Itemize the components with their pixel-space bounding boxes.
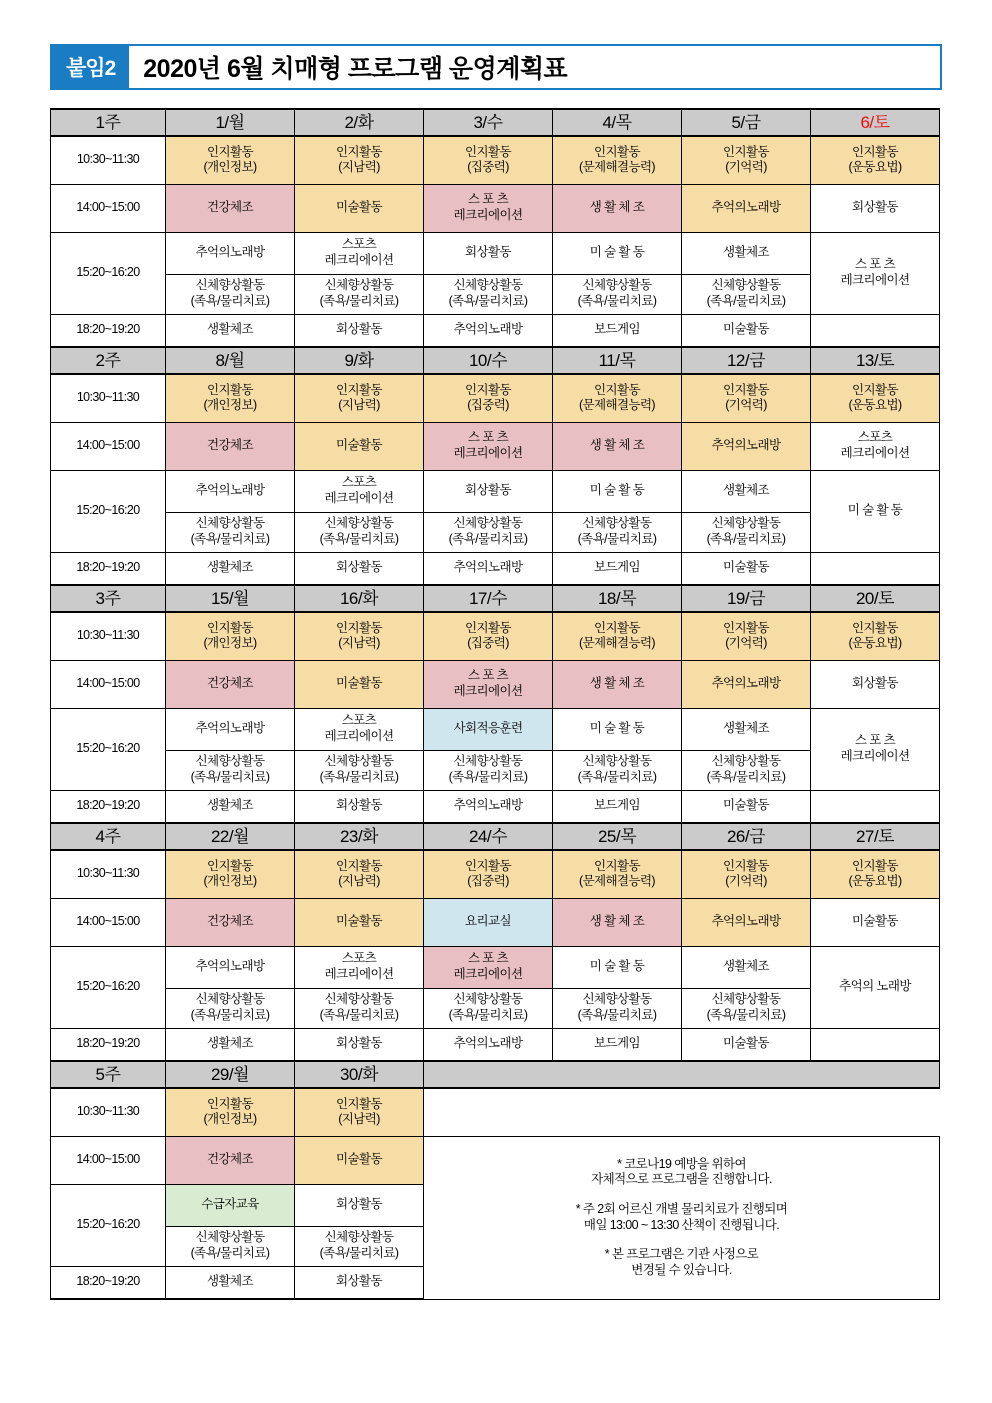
schedule-cell: 미술활동 bbox=[295, 898, 424, 946]
time-slot-label: 18:20~19:20 bbox=[51, 790, 166, 823]
schedule-cell: 스 포 츠 레크리에이션 bbox=[424, 946, 553, 988]
time-slot-label: 14:00~15:00 bbox=[51, 898, 166, 946]
schedule-cell: 인지활동 (기억력) bbox=[682, 136, 811, 184]
schedule-cell: 회상활동 bbox=[295, 1184, 424, 1226]
day-header: 12/금 bbox=[682, 347, 811, 374]
schedule-cell: 인지활동 (지남력) bbox=[295, 1088, 424, 1136]
schedule-row bbox=[51, 1088, 940, 1136]
schedule-cell: 생활체조 bbox=[166, 1266, 295, 1299]
schedule-cell: 보드게임 bbox=[553, 314, 682, 347]
schedule-cell: 신체향상활동 (족욕/물리치료) bbox=[166, 1226, 295, 1266]
schedule-cell: 추억의노래방 bbox=[424, 314, 553, 347]
schedule-cell: 미 술 활 동 bbox=[553, 946, 682, 988]
schedule-cell: 신체향상활동 (족욕/물리치료) bbox=[295, 512, 424, 552]
schedule-cell: 미술활동 bbox=[295, 184, 424, 232]
schedule-cell: 미술활동 bbox=[682, 314, 811, 347]
schedule-cell: 미술활동 bbox=[295, 422, 424, 470]
schedule-cell: 건강체조 bbox=[166, 898, 295, 946]
schedule-row bbox=[51, 946, 940, 988]
schedule-cell: 스포츠 레크리에이션 bbox=[811, 422, 940, 470]
day-header: 16/화 bbox=[295, 585, 424, 612]
schedule-cell: 신체향상활동 (족욕/물리치료) bbox=[295, 750, 424, 790]
day-header: 24/수 bbox=[424, 823, 553, 850]
schedule-cell: 신체향상활동 (족욕/물리치료) bbox=[424, 512, 553, 552]
day-header: 2/화 bbox=[295, 109, 424, 136]
schedule-cell: 회상활동 bbox=[295, 1266, 424, 1299]
schedule-cell: 추억의노래방 bbox=[166, 470, 295, 512]
day-header: 18/목 bbox=[553, 585, 682, 612]
schedule-cell: 회상활동 bbox=[811, 660, 940, 708]
schedule-cell: 인지활동 (개인정보) bbox=[166, 850, 295, 898]
schedule-cell: 인지활동 (집중력) bbox=[424, 850, 553, 898]
schedule-cell: 인지활동 (운동요법) bbox=[811, 850, 940, 898]
schedule-cell: 회상활동 bbox=[424, 470, 553, 512]
schedule-cell: 신체향상활동 (족욕/물리치료) bbox=[166, 988, 295, 1028]
time-slot-label: 10:30~11:30 bbox=[51, 1088, 166, 1136]
schedule-cell: 사회적응훈련 bbox=[424, 708, 553, 750]
schedule-cell: 신체향상활동 (족욕/물리치료) bbox=[166, 512, 295, 552]
schedule-cell: 보드게임 bbox=[553, 790, 682, 823]
schedule-cell: 인지활동 (기억력) bbox=[682, 612, 811, 660]
schedule-cell: 신체향상활동 (족욕/물리치료) bbox=[424, 988, 553, 1028]
schedule-row bbox=[51, 470, 940, 512]
schedule-cell: 신체향상활동 (족욕/물리치료) bbox=[682, 750, 811, 790]
schedule-cell: 건강체조 bbox=[166, 184, 295, 232]
schedule-row bbox=[51, 422, 940, 470]
schedule-row bbox=[51, 512, 940, 552]
schedule-cell: 인지활동 (지남력) bbox=[295, 136, 424, 184]
week-label: 1주 bbox=[51, 109, 166, 136]
schedule-cell: 신체향상활동 (족욕/물리치료) bbox=[166, 274, 295, 314]
schedule-cell: 신체향상활동 (족욕/물리치료) bbox=[166, 750, 295, 790]
schedule-row bbox=[51, 184, 940, 232]
schedule-cell: 미술활동 bbox=[295, 660, 424, 708]
day-header: 8/월 bbox=[166, 347, 295, 374]
schedule-cell: 미 술 활 동 bbox=[553, 470, 682, 512]
schedule-cell: 생 활 체 조 bbox=[553, 184, 682, 232]
schedule-cell: 추억의노래방 bbox=[166, 708, 295, 750]
schedule-row bbox=[51, 1136, 940, 1184]
program-schedule-table bbox=[50, 108, 940, 1300]
time-slot-label: 14:00~15:00 bbox=[51, 184, 166, 232]
time-slot-label: 15:20~16:20 bbox=[51, 946, 166, 1028]
schedule-cell: 추억의노래방 bbox=[682, 660, 811, 708]
day-header: 1/월 bbox=[166, 109, 295, 136]
attachment-badge: 붙임2 bbox=[52, 46, 129, 88]
day-header: 19/금 bbox=[682, 585, 811, 612]
schedule-cell: 요리교실 bbox=[424, 898, 553, 946]
schedule-cell: 미술활동 bbox=[811, 898, 940, 946]
schedule-cell: 생활체조 bbox=[166, 790, 295, 823]
time-slot-label: 15:20~16:20 bbox=[51, 708, 166, 790]
schedule-row bbox=[51, 1028, 940, 1061]
title-bar bbox=[50, 44, 942, 90]
schedule-cell: 생 활 체 조 bbox=[553, 660, 682, 708]
schedule-cell: 신체향상활동 (족욕/물리치료) bbox=[553, 988, 682, 1028]
time-slot-label: 15:20~16:20 bbox=[51, 470, 166, 552]
schedule-cell: 생 활 체 조 bbox=[553, 898, 682, 946]
schedule-cell: 미 술 활 동 bbox=[553, 708, 682, 750]
schedule-cell: 추억의노래방 bbox=[166, 946, 295, 988]
schedule-cell: 신체향상활동 (족욕/물리치료) bbox=[424, 274, 553, 314]
note-line: * 주 2회 어르신 개별 물리치료가 진행되며 매일 13:00 ~ 13:30 산책이 진행됩니다. bbox=[575, 1201, 788, 1232]
schedule-row bbox=[51, 660, 940, 708]
schedule-cell: 신체향상활동 (족욕/물리치료) bbox=[553, 750, 682, 790]
schedule-cell: 신체향상활동 (족욕/물리치료) bbox=[295, 1226, 424, 1266]
schedule-cell: 생 활 체 조 bbox=[553, 422, 682, 470]
schedule-row bbox=[51, 850, 940, 898]
day-header: 30/화 bbox=[295, 1061, 424, 1088]
schedule-cell: 미술활동 bbox=[682, 552, 811, 585]
schedule-cell: 미술활동 bbox=[682, 1028, 811, 1061]
schedule-cell: 회상활동 bbox=[295, 790, 424, 823]
schedule-row bbox=[51, 374, 940, 422]
week-label: 5주 bbox=[51, 1061, 166, 1088]
schedule-cell-saturday-merged: 미 술 활 동 bbox=[811, 470, 940, 552]
day-header: 22/월 bbox=[166, 823, 295, 850]
schedule-cell bbox=[811, 552, 940, 585]
week-header-row bbox=[51, 585, 940, 612]
schedule-row bbox=[51, 232, 940, 274]
schedule-cell: 스포츠 레크리에이션 bbox=[295, 946, 424, 988]
schedule-cell: 회상활동 bbox=[295, 1028, 424, 1061]
time-slot-label: 18:20~19:20 bbox=[51, 552, 166, 585]
time-slot-label: 15:20~16:20 bbox=[51, 1184, 166, 1266]
schedule-cell: 생활체조 bbox=[682, 708, 811, 750]
schedule-cell bbox=[811, 790, 940, 823]
day-header: 9/화 bbox=[295, 347, 424, 374]
day-header: 15/월 bbox=[166, 585, 295, 612]
schedule-cell: 신체향상활동 (족욕/물리치료) bbox=[682, 274, 811, 314]
schedule-cell: 인지활동 (개인정보) bbox=[166, 612, 295, 660]
schedule-cell bbox=[811, 314, 940, 347]
schedule-cell: 회상활동 bbox=[295, 314, 424, 347]
week-header-row bbox=[51, 1061, 940, 1088]
schedule-cell: 미술활동 bbox=[295, 1136, 424, 1184]
schedule-cell: 생활체조 bbox=[166, 1028, 295, 1061]
day-header: 6/토 bbox=[811, 109, 940, 136]
schedule-cell: 인지활동 (운동요법) bbox=[811, 612, 940, 660]
schedule-row bbox=[51, 988, 940, 1028]
schedule-cell: 인지활동 (기억력) bbox=[682, 850, 811, 898]
schedule-cell: 건강체조 bbox=[166, 660, 295, 708]
schedule-cell: 신체향상활동 (족욕/물리치료) bbox=[553, 274, 682, 314]
schedule-cell: 보드게임 bbox=[553, 1028, 682, 1061]
schedule-cell: 인지활동 (지남력) bbox=[295, 850, 424, 898]
schedule-cell: 회상활동 bbox=[811, 184, 940, 232]
day-header: 13/토 bbox=[811, 347, 940, 374]
schedule-cell bbox=[811, 1028, 940, 1061]
schedule-cell: 생활체조 bbox=[682, 946, 811, 988]
schedule-cell: 회상활동 bbox=[424, 232, 553, 274]
time-slot-label: 14:00~15:00 bbox=[51, 1136, 166, 1184]
schedule-cell: 인지활동 (개인정보) bbox=[166, 136, 295, 184]
schedule-cell: 인지활동 (문제해결능력) bbox=[553, 374, 682, 422]
schedule-cell: 신체향상활동 (족욕/물리치료) bbox=[295, 988, 424, 1028]
time-slot-label: 10:30~11:30 bbox=[51, 374, 166, 422]
schedule-cell: 인지활동 (집중력) bbox=[424, 136, 553, 184]
note-line: * 본 프로그램은 기관 사정으로 변경될 수 있습니다. bbox=[604, 1247, 759, 1277]
schedule-cell: 추억의노래방 bbox=[166, 232, 295, 274]
schedule-cell: 신체향상활동 (족욕/물리치료) bbox=[295, 274, 424, 314]
schedule-cell: 미술활동 bbox=[682, 790, 811, 823]
day-header: 29/월 bbox=[166, 1061, 295, 1088]
schedule-row bbox=[51, 274, 940, 314]
schedule-cell: 인지활동 (집중력) bbox=[424, 374, 553, 422]
schedule-row bbox=[51, 314, 940, 347]
schedule-cell: 신체향상활동 (족욕/물리치료) bbox=[553, 512, 682, 552]
time-slot-label: 14:00~15:00 bbox=[51, 422, 166, 470]
schedule-cell: 인지활동 (문제해결능력) bbox=[553, 136, 682, 184]
week-label: 2주 bbox=[51, 347, 166, 374]
schedule-cell: 건강체조 bbox=[166, 1136, 295, 1184]
day-header: 11/목 bbox=[553, 347, 682, 374]
schedule-cell: 보드게임 bbox=[553, 552, 682, 585]
schedule-cell: 수급자교육 bbox=[166, 1184, 295, 1226]
schedule-cell: 인지활동 (기억력) bbox=[682, 374, 811, 422]
day-header: 3/수 bbox=[424, 109, 553, 136]
time-slot-label: 14:00~15:00 bbox=[51, 660, 166, 708]
week-label: 4주 bbox=[51, 823, 166, 850]
schedule-cell: 스 포 츠 레크리에이션 bbox=[424, 422, 553, 470]
schedule-cell: 생활체조 bbox=[166, 314, 295, 347]
schedule-row bbox=[51, 708, 940, 750]
schedule-cell: 회상활동 bbox=[295, 552, 424, 585]
schedule-cell: 추억의노래방 bbox=[424, 790, 553, 823]
page-title: 2020년 6월 치매형 프로그램 운영계획표 bbox=[129, 46, 940, 88]
schedule-cell: 신체향상활동 (족욕/물리치료) bbox=[682, 512, 811, 552]
schedule-row bbox=[51, 898, 940, 946]
schedule-cell: 추억의노래방 bbox=[682, 898, 811, 946]
schedule-row bbox=[51, 790, 940, 823]
schedule-row bbox=[51, 750, 940, 790]
time-slot-label: 15:20~16:20 bbox=[51, 232, 166, 314]
schedule-cell: 인지활동 (지남력) bbox=[295, 374, 424, 422]
schedule-cell: 인지활동 (문제해결능력) bbox=[553, 850, 682, 898]
schedule-cell: 건강체조 bbox=[166, 422, 295, 470]
week-header-row bbox=[51, 347, 940, 374]
schedule-cell-saturday-merged: 스 포 츠 레크리에이션 bbox=[811, 708, 940, 790]
schedule-cell: 생활체조 bbox=[682, 470, 811, 512]
time-slot-label: 10:30~11:30 bbox=[51, 612, 166, 660]
day-header: 4/목 bbox=[553, 109, 682, 136]
week-header-row bbox=[51, 823, 940, 850]
schedule-cell: 스 포 츠 레크리에이션 bbox=[424, 184, 553, 232]
notes-block bbox=[424, 1136, 940, 1299]
schedule-cell: 인지활동 (지남력) bbox=[295, 612, 424, 660]
schedule-cell: 신체향상활동 (족욕/물리치료) bbox=[424, 750, 553, 790]
day-header: 27/토 bbox=[811, 823, 940, 850]
week-header-filler bbox=[424, 1061, 940, 1088]
day-header: 10/수 bbox=[424, 347, 553, 374]
time-slot-label: 18:20~19:20 bbox=[51, 1028, 166, 1061]
schedule-row bbox=[51, 552, 940, 585]
schedule-cell-saturday-merged: 추억의 노래방 bbox=[811, 946, 940, 1028]
schedule-cell: 인지활동 (문제해결능력) bbox=[553, 612, 682, 660]
time-slot-label: 10:30~11:30 bbox=[51, 850, 166, 898]
schedule-cell: 인지활동 (개인정보) bbox=[166, 1088, 295, 1136]
schedule-row bbox=[51, 136, 940, 184]
week-label: 3주 bbox=[51, 585, 166, 612]
note-line: * 코로나19 예방을 위하여 자체적으로 프로그램을 진행합니다. bbox=[591, 1156, 772, 1187]
time-slot-label: 18:20~19:20 bbox=[51, 1266, 166, 1299]
schedule-cell: 추억의노래방 bbox=[424, 1028, 553, 1061]
schedule-cell: 생활체조 bbox=[166, 552, 295, 585]
time-slot-label: 18:20~19:20 bbox=[51, 314, 166, 347]
schedule-cell-saturday-merged: 스 포 츠 레크리에이션 bbox=[811, 232, 940, 314]
week-header-row bbox=[51, 109, 940, 136]
schedule-cell: 미 술 활 동 bbox=[553, 232, 682, 274]
day-header: 26/금 bbox=[682, 823, 811, 850]
schedule-cell: 인지활동 (집중력) bbox=[424, 612, 553, 660]
day-header: 25/목 bbox=[553, 823, 682, 850]
schedule-cell: 인지활동 (운동요법) bbox=[811, 374, 940, 422]
time-slot-label: 10:30~11:30 bbox=[51, 136, 166, 184]
schedule-cell: 추억의노래방 bbox=[682, 422, 811, 470]
schedule-cell: 생활체조 bbox=[682, 232, 811, 274]
schedule-cell: 스 포 츠 레크리에이션 bbox=[424, 660, 553, 708]
schedule-cell: 스포츠 레크리에이션 bbox=[295, 708, 424, 750]
schedule-cell: 스포츠 레크리에이션 bbox=[295, 470, 424, 512]
schedule-cell: 추억의노래방 bbox=[682, 184, 811, 232]
schedule-cell: 신체향상활동 (족욕/물리치료) bbox=[682, 988, 811, 1028]
day-header: 17/수 bbox=[424, 585, 553, 612]
day-header: 5/금 bbox=[682, 109, 811, 136]
schedule-cell: 스포츠 레크리에이션 bbox=[295, 232, 424, 274]
schedule-cell: 인지활동 (운동요법) bbox=[811, 136, 940, 184]
schedule-cell: 추억의노래방 bbox=[424, 552, 553, 585]
schedule-row bbox=[51, 612, 940, 660]
day-header: 20/토 bbox=[811, 585, 940, 612]
schedule-cell: 인지활동 (개인정보) bbox=[166, 374, 295, 422]
day-header: 23/화 bbox=[295, 823, 424, 850]
